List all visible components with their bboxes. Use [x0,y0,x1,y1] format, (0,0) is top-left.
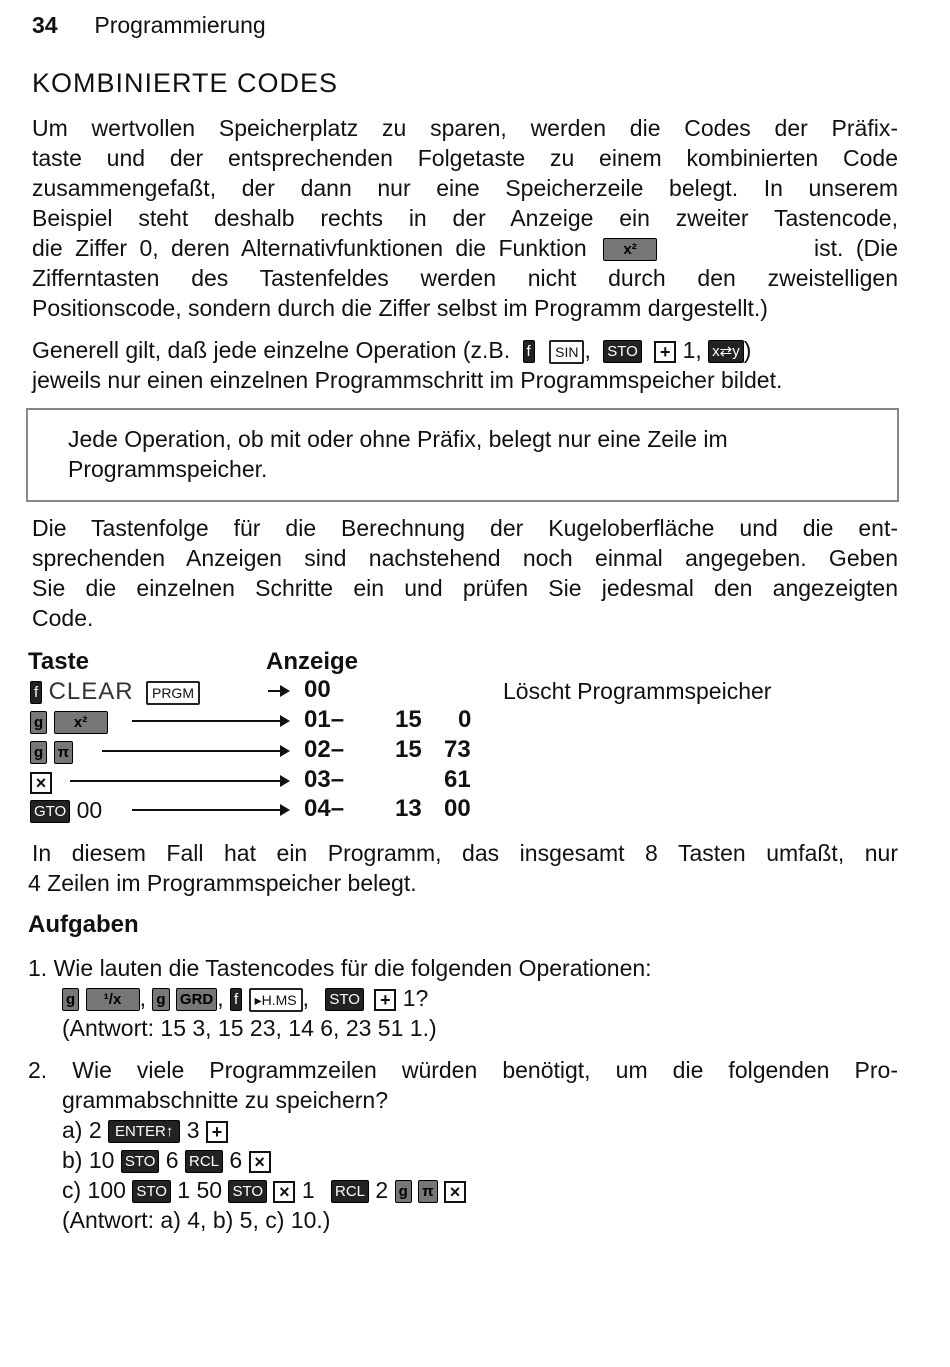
grd-key-icon: GRD [176,988,217,1011]
task2c-number1: 1 50 [177,1177,223,1203]
g-key-icon: g [62,988,79,1011]
row3-step: 03– [304,766,345,793]
para2-line2: jeweils nur einen einzelnen Programmschritt im Programmspeicher bildet. [32,367,783,393]
row1-code1: 15 [395,706,422,733]
row2-step: 02– [304,736,345,763]
arrow-icon [132,809,288,811]
sto-key-icon: STO [132,1180,171,1203]
row3-code2: 61 [444,766,471,793]
row4-code1: 13 [395,795,422,822]
page-number: 34 [32,12,58,38]
task2c-label: c) 100 [62,1177,126,1203]
times-key-icon: × [249,1151,271,1173]
para4-line1: In diesem Fall hat ein Programm, das insgesamt 8 Tasten umfaßt, nur [32,840,898,866]
note-line2: Programmspeicher. [68,456,268,482]
task2c-number2: 1 [301,1177,315,1203]
sto-key-icon: STO [228,1180,267,1203]
pi-key-icon: π [54,741,73,764]
arrow-icon [70,780,288,782]
x-exchange-y-key-icon: x⇄y [708,340,744,363]
tasks-title: Aufgaben [28,911,139,938]
f-key-icon: f [30,681,42,704]
plus-key-icon: + [206,1121,228,1143]
para2-one: 1, [682,337,702,363]
task2b-label: b) 10 [62,1147,115,1173]
row2-keys [30,736,73,766]
g-key-icon: g [30,741,47,764]
row4-code2: 00 [444,795,471,822]
arrow-icon [268,690,288,692]
row0-note: Löscht Programmspeicher [503,678,772,704]
section-name: Programmierung [94,12,266,38]
para1-line6: Zifferntasten des Tastenfeldes werden nicht durch den zweistelligen [32,265,898,291]
row0-keys [30,676,200,707]
para1-line5 [32,233,898,263]
row4-step: 04– [304,795,345,822]
plus-key-icon: + [374,989,396,1011]
gto-label: 00 [76,797,103,823]
note-line1: Jede Operation, ob mit oder ohne Präfix, belegt nur eine Zeile im [68,426,728,452]
rcl-key-icon: RCL [331,1180,369,1203]
x-squared-key-icon: x² [603,238,657,261]
g-key-icon: g [30,711,47,734]
arrow-icon [132,720,288,722]
para3-line3: Sie die einzelnen Schritte ein und prüfen Sie jedesmal den angezeigten [32,575,898,601]
close-paren: ) [743,337,752,363]
task2-b [62,1145,271,1175]
para3-line2: sprechenden Anzeigen sind nachstehend noch einmal angegeben. Geben [32,545,898,571]
task2a-number: 3 [186,1117,200,1143]
f-key-icon: f [523,340,535,363]
sto-key-icon: STO [325,988,364,1011]
row0-step: 00 [304,676,331,703]
row3-keys [30,766,52,796]
para1-line4: Beispiel steht deshalb rechts in der Anzeige ein zweiter Tastencode, [32,205,898,231]
sin-key-icon: SIN [549,340,584,364]
task2a-label: a) 2 [62,1117,102,1143]
col-header-taste: Taste [28,648,89,675]
times-key-icon: × [273,1181,295,1203]
para1-line3: zusammengefaßt, der dann nur eine Speicherzeile belegt. In unserem [32,175,898,201]
rcl-key-icon: RCL [185,1150,223,1173]
para1-text: die Ziffer 0, deren Alternativfunktionen die Funktion [32,235,587,261]
para2-text: Generell gilt, daß jede einzelne Operation (z.B. [32,337,511,363]
times-key-icon: × [444,1181,466,1203]
task2-question-line1: 2. Wie viele Programmzeilen würden benötigt, um die folgenden Pro- [28,1057,898,1083]
prgm-key-icon: PRGM [146,681,200,705]
row1-code2: 0 [458,706,472,733]
x-squared-key-icon: x² [54,711,108,734]
para1-line2: taste und der entsprechenden Folgetaste zu einem kombinierten Code [32,145,898,171]
col-header-anzeige: Anzeige [266,648,359,675]
task1-keys: g ¹/x , g GRD , f ▸H.MS , STO + 1? [62,983,428,1013]
para3-line1: Die Tastenfolge für die Berechnung der Kugeloberfläche und die ent- [32,515,898,541]
page-header [32,10,266,40]
row2-code1: 15 [395,736,422,763]
para4-line2: 4 Zeilen im Programmspeicher belegt. [28,870,417,896]
clear-label: CLEAR [48,678,134,705]
arrow-icon [102,750,288,752]
section-title: KOMBINIERTE CODES [32,68,339,98]
g-key-icon: g [152,988,169,1011]
pi-key-icon: π [418,1180,437,1203]
para3-line4: Code. [32,605,94,631]
task2b-number2: 6 [229,1147,243,1173]
task2b-number1: 6 [165,1147,179,1173]
para1-line7: Positionscode, sondern durch die Ziffer selbst im Programm dargestellt.) [32,295,768,321]
row2-code2: 73 [444,736,471,763]
row4-keys [30,795,102,825]
gto-key-icon: GTO [30,800,70,823]
f-key-icon: f [230,988,242,1011]
hms-key-icon: ▸H.MS [249,988,303,1012]
comma: , [584,337,591,363]
row1-keys [30,706,108,736]
task2-question-line2: grammabschnitte zu speichern? [62,1087,388,1113]
para1-text-end: ist. (Die [814,235,898,261]
para1-line1: Um wertvollen Speicherplatz zu sparen, werden die Codes der Präfix- [32,115,898,141]
plus-key-icon: + [654,341,676,363]
task2c-number3: 2 [375,1177,389,1203]
enter-key-icon: ENTER↑ [108,1120,180,1143]
task2-answer: (Antwort: a) 4, b) 5, c) 10.) [62,1207,331,1233]
task2-c [62,1175,466,1205]
task1-question: 1. Wie lauten die Tastencodes für die folgenden Operationen: [28,955,652,981]
task1-answer: (Antwort: 15 3, 15 23, 14 6, 23 51 1.) [62,1015,437,1041]
task2-a [62,1115,228,1145]
g-key-icon: g [395,1180,412,1203]
times-key-icon: × [30,772,52,794]
row1-step: 01– [304,706,345,733]
sto-key-icon: STO [603,340,642,363]
sto-key-icon: STO [121,1150,160,1173]
para2-line1 [32,335,751,365]
reciprocal-key-icon: ¹/x [86,988,140,1011]
task1-tail: 1? [402,985,429,1011]
